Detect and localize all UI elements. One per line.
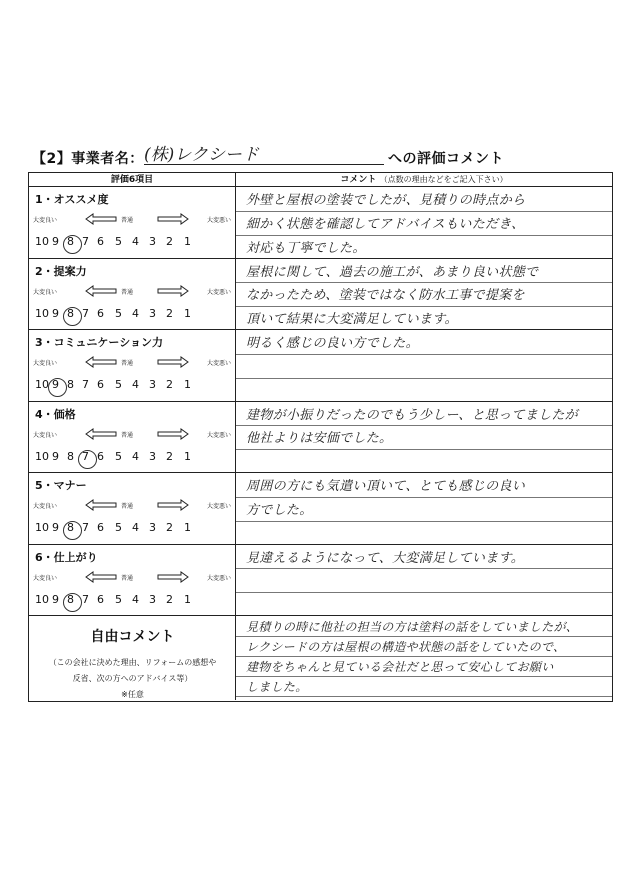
arrow-left-icon [85, 285, 117, 297]
scale-number: 4 [132, 235, 139, 248]
scale-label-best: 大変良い [33, 503, 58, 510]
scale-number: 3 [149, 449, 156, 463]
scale-label-best: 大変良い [33, 217, 58, 224]
handwritten-comment-line: 建物が小振りだったのでもう少しー、と思ってましたが [246, 407, 578, 423]
scale-label-worst: 大変悪い [206, 431, 231, 439]
scale-number: 6 [97, 521, 104, 534]
arrow-left-icon [85, 213, 117, 225]
writing-line [236, 211, 612, 212]
handwritten-comment-line: なかったため、塗装ではなく防水工事で提案を [246, 288, 525, 304]
evaluation-item [29, 187, 236, 259]
scale-number: 1 [184, 235, 191, 248]
rating-scale-arrows [33, 356, 231, 370]
scale-number: 3 [149, 521, 156, 534]
scale-number: 9 [52, 378, 59, 391]
arrow-right-icon [157, 213, 189, 225]
scale-number: 10 [35, 521, 49, 534]
arrow-left-icon [85, 571, 117, 583]
column-header-comment-note: （点数の理由などをご記入下さい） [379, 175, 508, 184]
rating-scale-arrows [33, 213, 231, 227]
scale-number: 10 [35, 449, 49, 463]
scale-number: 5 [115, 521, 122, 534]
scale-number: 2 [166, 235, 173, 248]
free-comment-instruction: （この会社に決めた理由、リフォームの感想や [48, 658, 217, 667]
column-header-comment-label: コメント [340, 175, 377, 185]
writing-line [236, 378, 612, 379]
scale-number: 5 [115, 592, 122, 606]
scale-label-average: 普通 [120, 288, 134, 296]
scale-number: 1 [184, 378, 191, 391]
scale-label-best: 大変良い [33, 360, 58, 367]
writing-line [236, 282, 612, 283]
writing-line [236, 656, 612, 657]
handwritten-comment-line: 明るく感じの良い方でした。 [246, 336, 419, 351]
handwritten-free-comment-line: しました。 [246, 680, 308, 694]
scale-number: 9 [52, 306, 59, 320]
handwritten-comment-line: 見違えるようになって、大変満足しています。 [246, 550, 525, 566]
business-name-label: 【2】事業者名： [32, 151, 144, 167]
scale-number: 7 [82, 306, 89, 320]
scale-number: 9 [52, 235, 59, 248]
handwritten-free-comment-line: 見積りの時に他社の担当の方は塗料の話をしていましたが、 [246, 620, 579, 634]
evaluation-item [29, 402, 236, 474]
scale-number: 4 [132, 449, 139, 463]
evaluation-item [29, 259, 236, 331]
scale-label-worst: 大変悪い [206, 574, 231, 582]
writing-line [236, 696, 612, 697]
scale-number: 6 [97, 306, 104, 320]
free-comment-label-cell [29, 616, 236, 700]
scale-label-average: 普通 [120, 574, 134, 582]
scale-number: 10 [35, 306, 49, 320]
writing-line [236, 449, 612, 450]
handwritten-free-comment-line: 建物をちゃんと見ている会社だと思って安心してお願い [246, 660, 554, 674]
company-name-underline [144, 164, 384, 165]
scale-number: 1 [184, 592, 191, 606]
scale-number: 2 [166, 306, 173, 320]
scale-number: 8 [67, 235, 74, 248]
handwritten-free-comment-line: レクシードの方は屋根の構造や状態の話をしていたので、 [246, 640, 566, 654]
arrow-left-icon [85, 428, 117, 440]
selected-score-circle [48, 378, 67, 397]
writing-line [236, 306, 612, 307]
scale-number: 4 [132, 592, 139, 606]
scale-number: 1 [184, 449, 191, 463]
comment-cell [236, 473, 612, 545]
scale-label-average: 普通 [120, 503, 134, 510]
scale-number: 2 [166, 521, 173, 534]
scale-number: 10 [35, 235, 49, 248]
scale-number: 6 [97, 378, 104, 391]
rating-scale-arrows [33, 285, 231, 299]
scale-number: 9 [52, 521, 59, 534]
selected-score-circle [63, 235, 82, 254]
handwritten-comment-line: 他社よりは安価でした。 [246, 431, 393, 447]
scale-label-worst: 大変悪い [206, 288, 231, 296]
scale-number: 7 [82, 378, 89, 391]
handwritten-comment-line: 細かく状態を確認してアドバイスもいただき、 [246, 216, 525, 232]
scale-label-worst: 大変悪い [206, 503, 231, 510]
evaluation-item [29, 545, 236, 617]
evaluation-item-title: 6・仕上がり [35, 550, 98, 564]
scale-number: 5 [115, 235, 122, 248]
handwritten-comment-line: 屋根に関して、過去の施工が、あまり良い状態で [246, 264, 539, 280]
writing-line [236, 676, 612, 677]
selected-score-circle [63, 593, 82, 612]
scale-number: 10 [35, 378, 49, 391]
evaluation-form [28, 172, 613, 702]
arrow-right-icon [157, 428, 189, 440]
comment-cell [236, 402, 612, 474]
handwritten-comment-line: 外壁と屋根の塗装でしたが、見積りの時点から [246, 193, 526, 208]
writing-line [236, 235, 612, 236]
writing-line [236, 521, 612, 522]
writing-line [236, 354, 612, 355]
scale-number: 4 [132, 521, 139, 534]
comment-cell [236, 545, 612, 617]
scale-number: 7 [82, 521, 89, 534]
scale-number: 6 [97, 235, 104, 248]
column-header-items: 評価6項目 [29, 173, 236, 187]
scale-number: 3 [149, 235, 156, 248]
scale-number: 9 [52, 449, 59, 463]
scale-number: 7 [82, 592, 89, 606]
scale-number: 2 [166, 592, 173, 606]
scale-number: 8 [67, 378, 74, 391]
evaluation-item-title: 3・コミュニケーション力 [35, 336, 163, 349]
scale-label-average: 普通 [120, 431, 134, 439]
evaluation-item-title: 2・提案力 [35, 264, 87, 278]
scale-number: 4 [132, 306, 139, 320]
scale-number: 2 [166, 449, 173, 463]
scale-number: 6 [97, 592, 104, 606]
scale-number: 6 [97, 449, 104, 463]
scale-number: 3 [149, 306, 156, 320]
rating-scale-arrows [33, 428, 231, 442]
writing-line [236, 425, 612, 426]
arrow-right-icon [157, 499, 189, 511]
handwritten-comment-line: 対応も丁寧でした。 [246, 240, 366, 256]
evaluation-item-title: 1・オススメ度 [35, 193, 109, 206]
arrow-right-icon [157, 285, 189, 297]
writing-line [236, 568, 612, 569]
free-comment-title: 自由コメント [90, 629, 175, 645]
scale-number: 8 [67, 449, 74, 463]
free-comment-cell [236, 616, 612, 700]
scale-number: 10 [35, 592, 49, 606]
selected-score-circle [63, 521, 82, 540]
scale-number: 5 [115, 449, 122, 463]
scale-label-best: 大変良い [33, 431, 58, 439]
evaluation-item [29, 330, 236, 402]
scale-number: 2 [166, 378, 173, 391]
handwritten-comment-line: 周囲の方にも気遣い頂いて、とても感じの良い [246, 479, 526, 494]
free-comment-instruction: ※任意 [121, 690, 144, 699]
arrow-left-icon [85, 499, 117, 511]
form-header [32, 146, 592, 168]
selected-score-circle [78, 450, 97, 469]
evaluation-item-title: 4・価格 [35, 407, 76, 421]
rating-scale-arrows [33, 571, 231, 585]
scale-number: 8 [67, 592, 74, 606]
scale-number: 1 [184, 306, 191, 320]
comment-cell [236, 187, 612, 259]
scale-label-worst: 大変悪い [206, 217, 231, 224]
scale-label-best: 大変良い [33, 288, 58, 296]
comment-cell [236, 259, 612, 331]
selected-score-circle [63, 307, 82, 326]
scale-number: 3 [149, 378, 156, 391]
free-comment-instruction: 反省、次の方へのアドバイス等） [72, 674, 193, 683]
evaluation-comment-heading: への評価コメント [388, 151, 504, 167]
scale-number: 5 [115, 306, 122, 320]
scale-label-best: 大変良い [33, 574, 58, 582]
scale-label-average: 普通 [120, 217, 134, 224]
scale-label-worst: 大変悪い [206, 360, 231, 367]
writing-line [236, 497, 612, 498]
handwritten-comment-line: 頂いて結果に大変満足しています。 [246, 312, 458, 328]
arrow-left-icon [85, 356, 117, 368]
scale-number: 1 [184, 521, 191, 534]
scale-number: 7 [82, 235, 89, 248]
writing-line [236, 592, 612, 593]
column-header-comment [236, 173, 612, 187]
scale-number: 4 [132, 378, 139, 391]
arrow-right-icon [157, 571, 189, 583]
scale-number: 8 [67, 521, 74, 534]
scale-label-average: 普通 [120, 360, 134, 367]
company-name-handwritten: (株)レクシード [144, 145, 259, 165]
scale-number: 5 [115, 378, 122, 391]
scale-number: 9 [52, 592, 59, 606]
comment-cell [236, 330, 612, 402]
handwritten-comment-line: 方でした。 [246, 502, 313, 518]
writing-line [236, 636, 612, 637]
scale-number: 3 [149, 592, 156, 606]
scale-number: 8 [67, 306, 74, 320]
scale-number: 7 [82, 449, 89, 463]
arrow-right-icon [157, 356, 189, 368]
rating-scale-arrows [33, 499, 231, 513]
evaluation-item [29, 473, 236, 545]
evaluation-item-title: 5・マナー [35, 479, 87, 492]
